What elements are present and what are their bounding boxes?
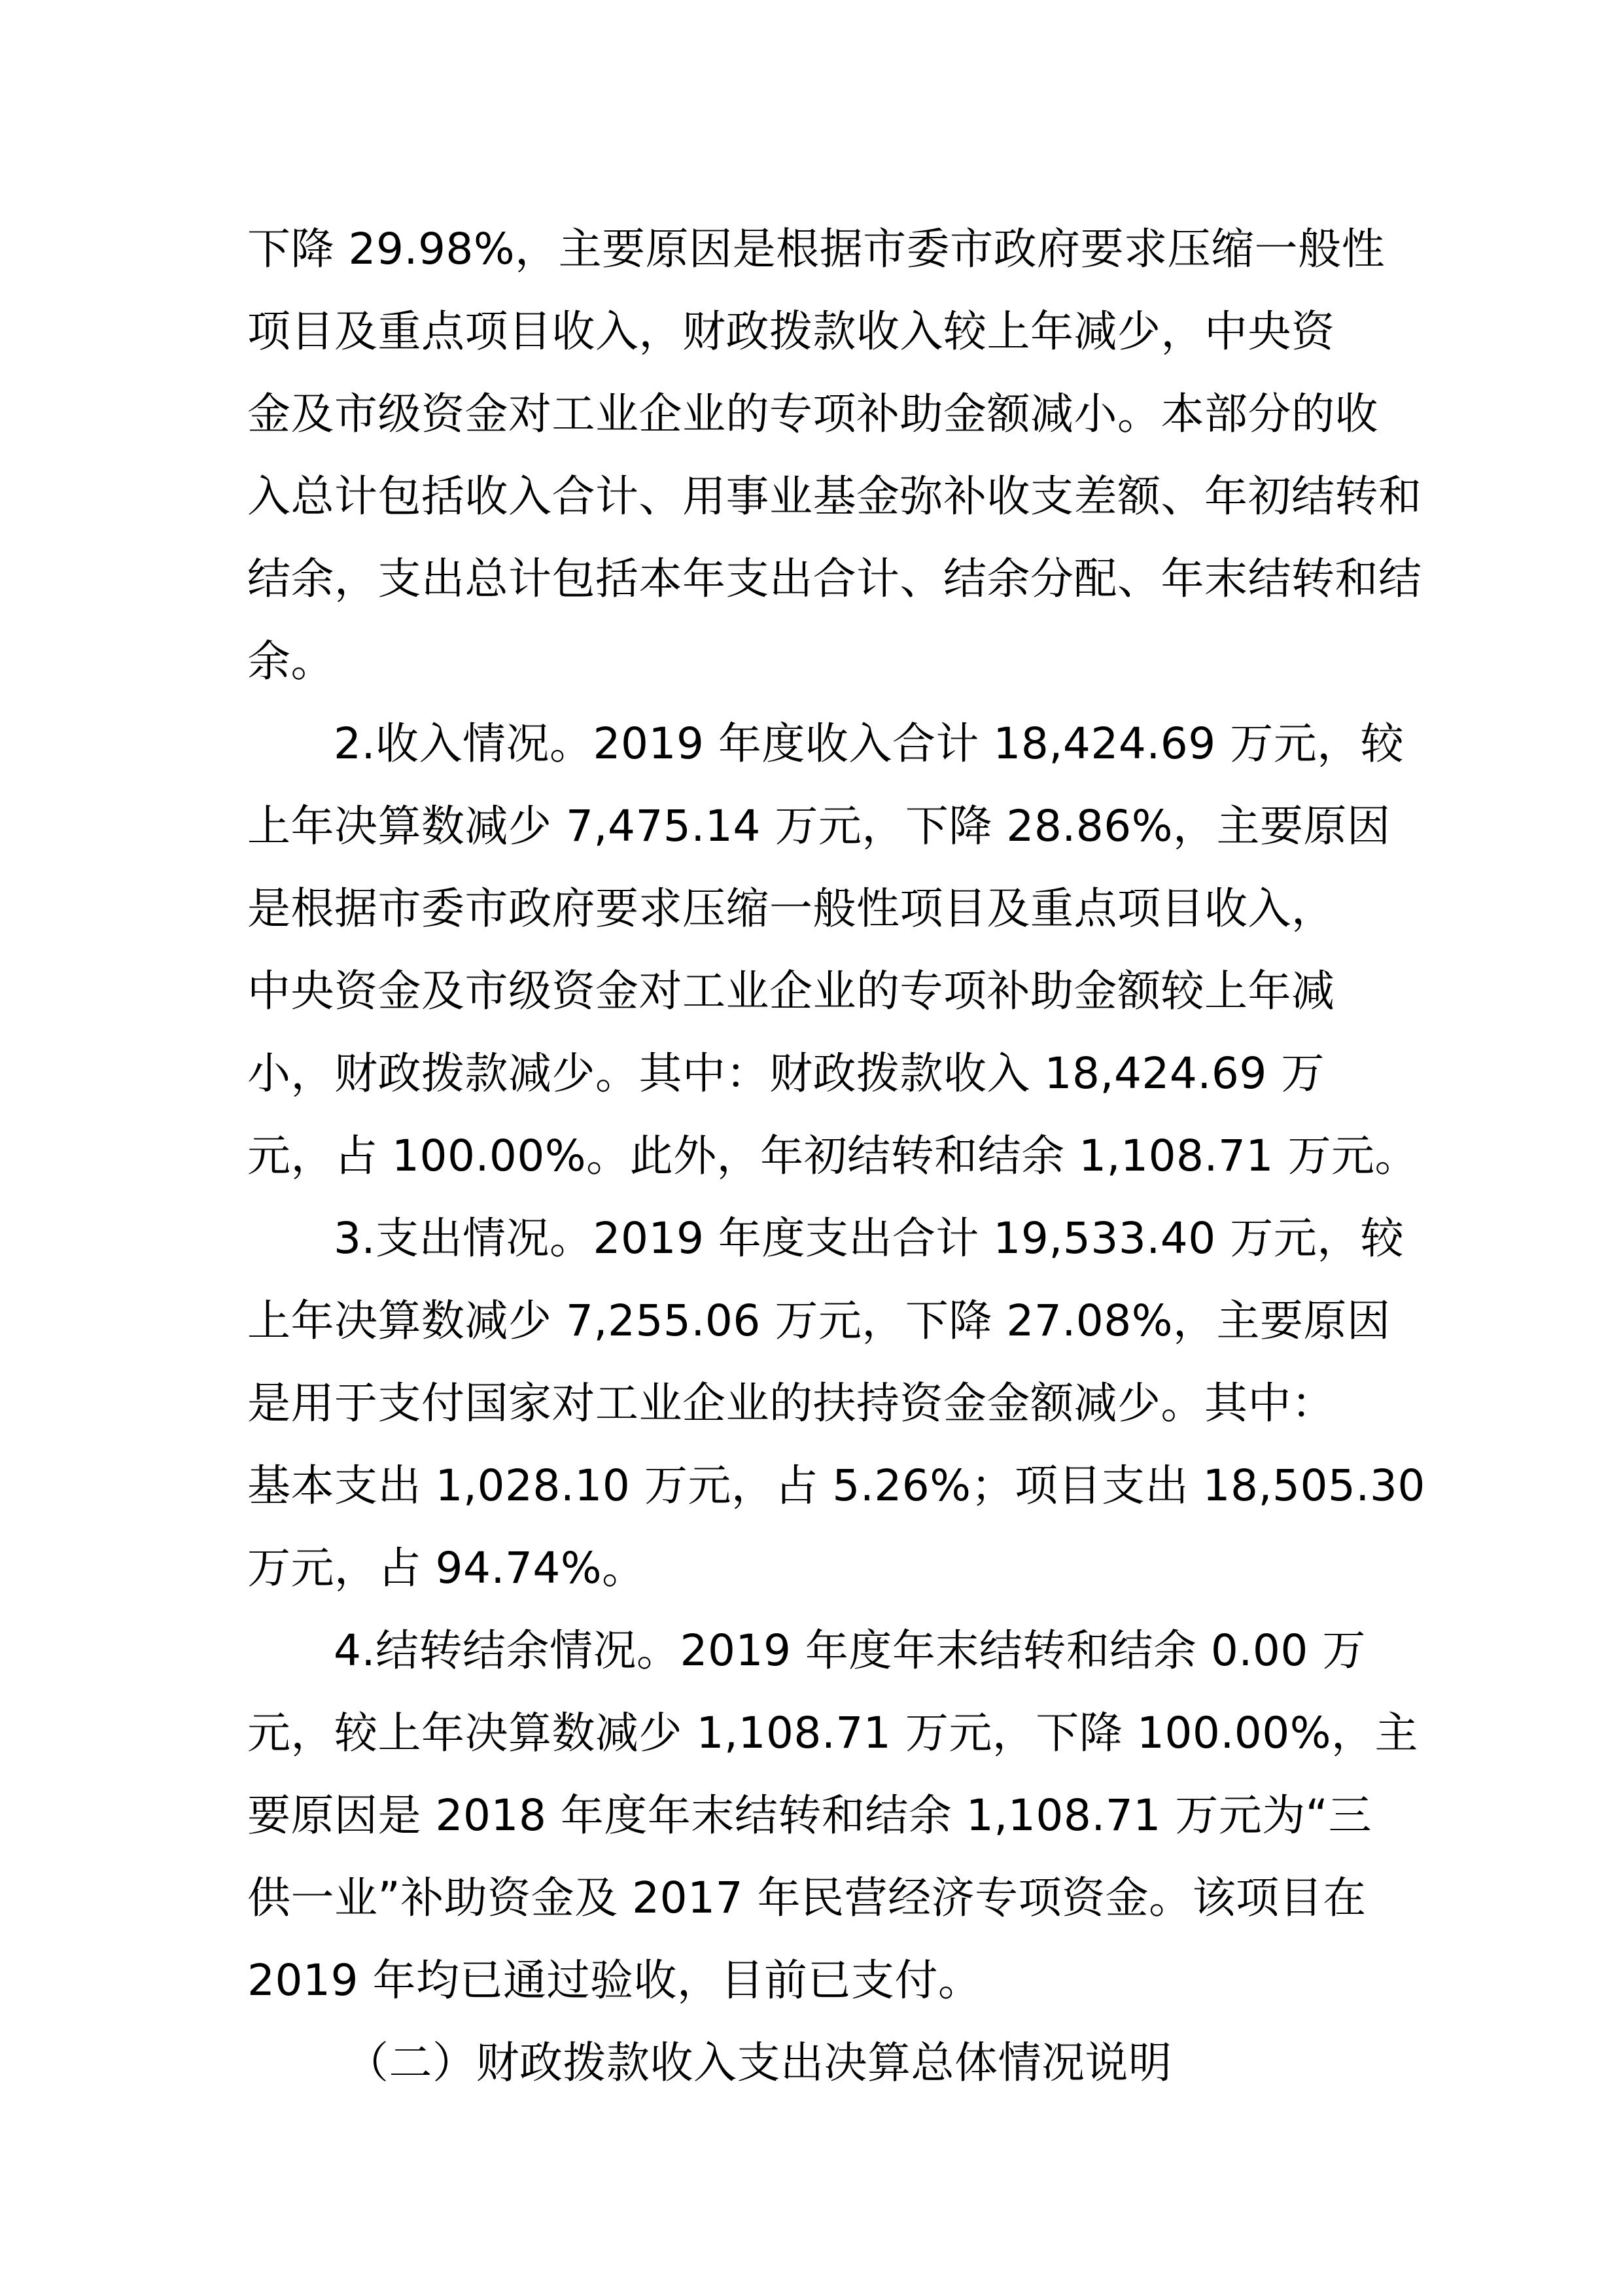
text-line: 结余，支出总计包括本年支出合计、结余分配、年末结转和结 xyxy=(247,554,1422,604)
text-line: 余。 xyxy=(247,636,334,686)
text-line: 是根据市委市政府要求压缩一般性项目及重点项目收入， xyxy=(247,883,1335,934)
text-line: 供一业”补助资金及 2017 年民营经济专项资金。该项目在 xyxy=(247,1873,1367,1923)
text-line: 金及市级资金对工业企业的专项补助金额减小。本部分的收 xyxy=(247,389,1378,439)
text-line: 元，较上年决算数减少 1,108.71 万元，下降 100.00%，主 xyxy=(247,1708,1418,1758)
text-line: 2.收入情况。2019 年度收入合计 18,424.69 万元，较 xyxy=(334,718,1405,769)
text-line: 上年决算数减少 7,255.06 万元，下降 27.08%，主要原因 xyxy=(247,1296,1391,1346)
text-line: 基本支出 1,028.10 万元，占 5.26%；项目支出 18,505.30 xyxy=(247,1460,1425,1511)
text-line: 元，占 100.00%。此外，年初结转和结余 1,108.71 万元。 xyxy=(247,1131,1418,1181)
text-line: 3.支出情况。2019 年度支出合计 19,533.40 万元，较 xyxy=(334,1213,1405,1263)
document-body xyxy=(247,208,1425,2104)
paragraph-carryover xyxy=(247,1610,1418,2022)
paragraph-expenditure xyxy=(247,1197,1425,1610)
text-line: 2019 年均已通过验收，目前已支付。 xyxy=(247,1955,982,2005)
text-line: 下降 29.98%，主要原因是根据市委市政府要求压缩一般性 xyxy=(247,224,1386,274)
text-line: 小，财政拨款减少。其中：财政拨款收入 18,424.69 万 xyxy=(247,1048,1325,1099)
text-line: 4.结转结余情况。2019 年度年末结转和结余 0.00 万 xyxy=(334,1625,1366,1676)
text-line: 项目及重点项目收入，财政拨款收入较上年减少，中央资 xyxy=(247,306,1335,357)
section-heading: （二）财政拨款收入支出决算总体情况说明 xyxy=(345,2038,1172,2088)
text-line: 中央资金及市级资金对工业企业的专项补助金额较上年减 xyxy=(247,966,1335,1016)
text-line: 是用于支付国家对工业企业的扶持资金金额减少。其中： xyxy=(247,1378,1335,1428)
text-line: 万元，占 94.74%。 xyxy=(247,1543,646,1593)
text-line: 入总计包括收入合计、用事业基金弥补收支差额、年初结转和 xyxy=(247,471,1422,521)
text-line: 要原因是 2018 年度年末结转和结余 1,108.71 万元为“三 xyxy=(247,1790,1372,1841)
paragraph-income xyxy=(247,703,1418,1197)
text-line: 上年决算数减少 7,475.14 万元，下降 28.86%，主要原因 xyxy=(247,801,1391,851)
paragraph-total-continuation xyxy=(247,208,1422,703)
